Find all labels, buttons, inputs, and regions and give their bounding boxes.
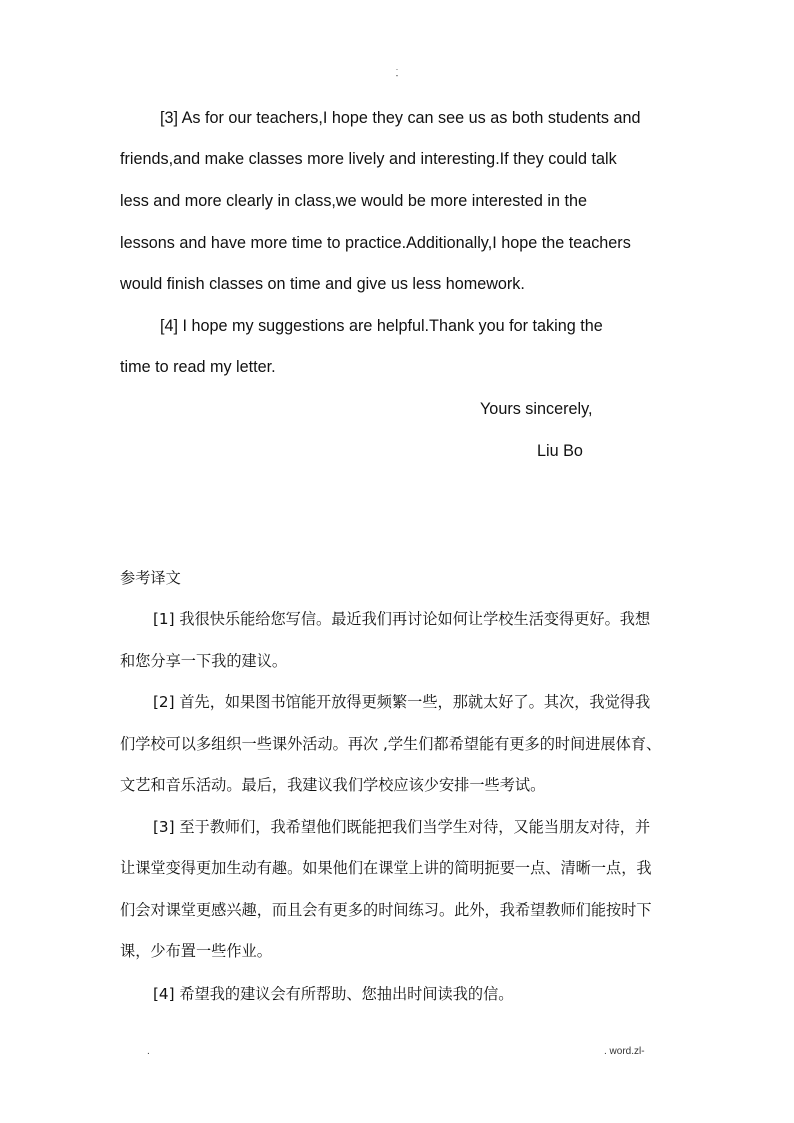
header-mark-bottom: - (395, 71, 399, 80)
translation-line-1: [1] 我很快乐能给您写信。最近我们再讨论如何让学校生活变得更好。我想 (153, 610, 651, 628)
letter-signature: Liu Bo (537, 442, 583, 460)
translation-heading: 参考译文 (120, 569, 181, 587)
footer-left-mark: . (147, 1046, 150, 1057)
letter-p3-line-1: [3] As for our teachers,I hope they can see us as both students and (160, 109, 641, 127)
letter-p4-line-2: time to read my letter. (120, 358, 276, 376)
page-header-mark (0, 64, 794, 80)
translation-line-3: [2] 首先，如果图书馆能开放得更频繁一些，那就太好了。其次，我觉得我 (153, 693, 651, 711)
letter-closing: Yours sincerely, (480, 400, 593, 418)
letter-p4-line-1: [4] I hope my suggestions are helpful.Thank you for taking the (160, 317, 603, 335)
translation-line-7: 让课堂变得更加生动有趣。如果他们在课堂上讲的简明扼要一点、清晰一点，我 (120, 859, 652, 877)
footer-right-mark: . word.zl- (604, 1046, 645, 1057)
translation-line-9: 课，少布置一些作业。 (120, 942, 272, 960)
letter-p3-line-5: would finish classes on time and give us less homework. (120, 275, 525, 293)
translation-line-10: [4] 希望我的建议会有所帮助、您抽出时间读我的信。 (153, 985, 514, 1003)
translation-line-4: 们学校可以多组织一些课外活动。再次 ,学生们都希望能有更多的时间进展体育、 (120, 735, 662, 753)
letter-p3-line-2: friends,and make classes more lively and interesting.If they could talk (120, 150, 617, 168)
letter-p3-line-4: lessons and have more time to practice.Additionally,I hope the teachers (120, 234, 631, 252)
translation-line-5: 文艺和音乐活动。最后，我建议我们学校应该少安排一些考试。 (120, 776, 546, 794)
translation-line-2: 和您分享一下我的建议。 (120, 652, 288, 670)
translation-line-8: 们会对课堂更感兴趣，而且会有更多的时间练习。此外，我希望教师们能按时下 (120, 901, 652, 919)
translation-line-6: [3] 至于教师们，我希望他们既能把我们当学生对待，又能当朋友对待，并 (153, 818, 651, 836)
header-mark-top: . (395, 63, 399, 72)
letter-p3-line-3: less and more clearly in class,we would be more interested in the (120, 192, 587, 210)
